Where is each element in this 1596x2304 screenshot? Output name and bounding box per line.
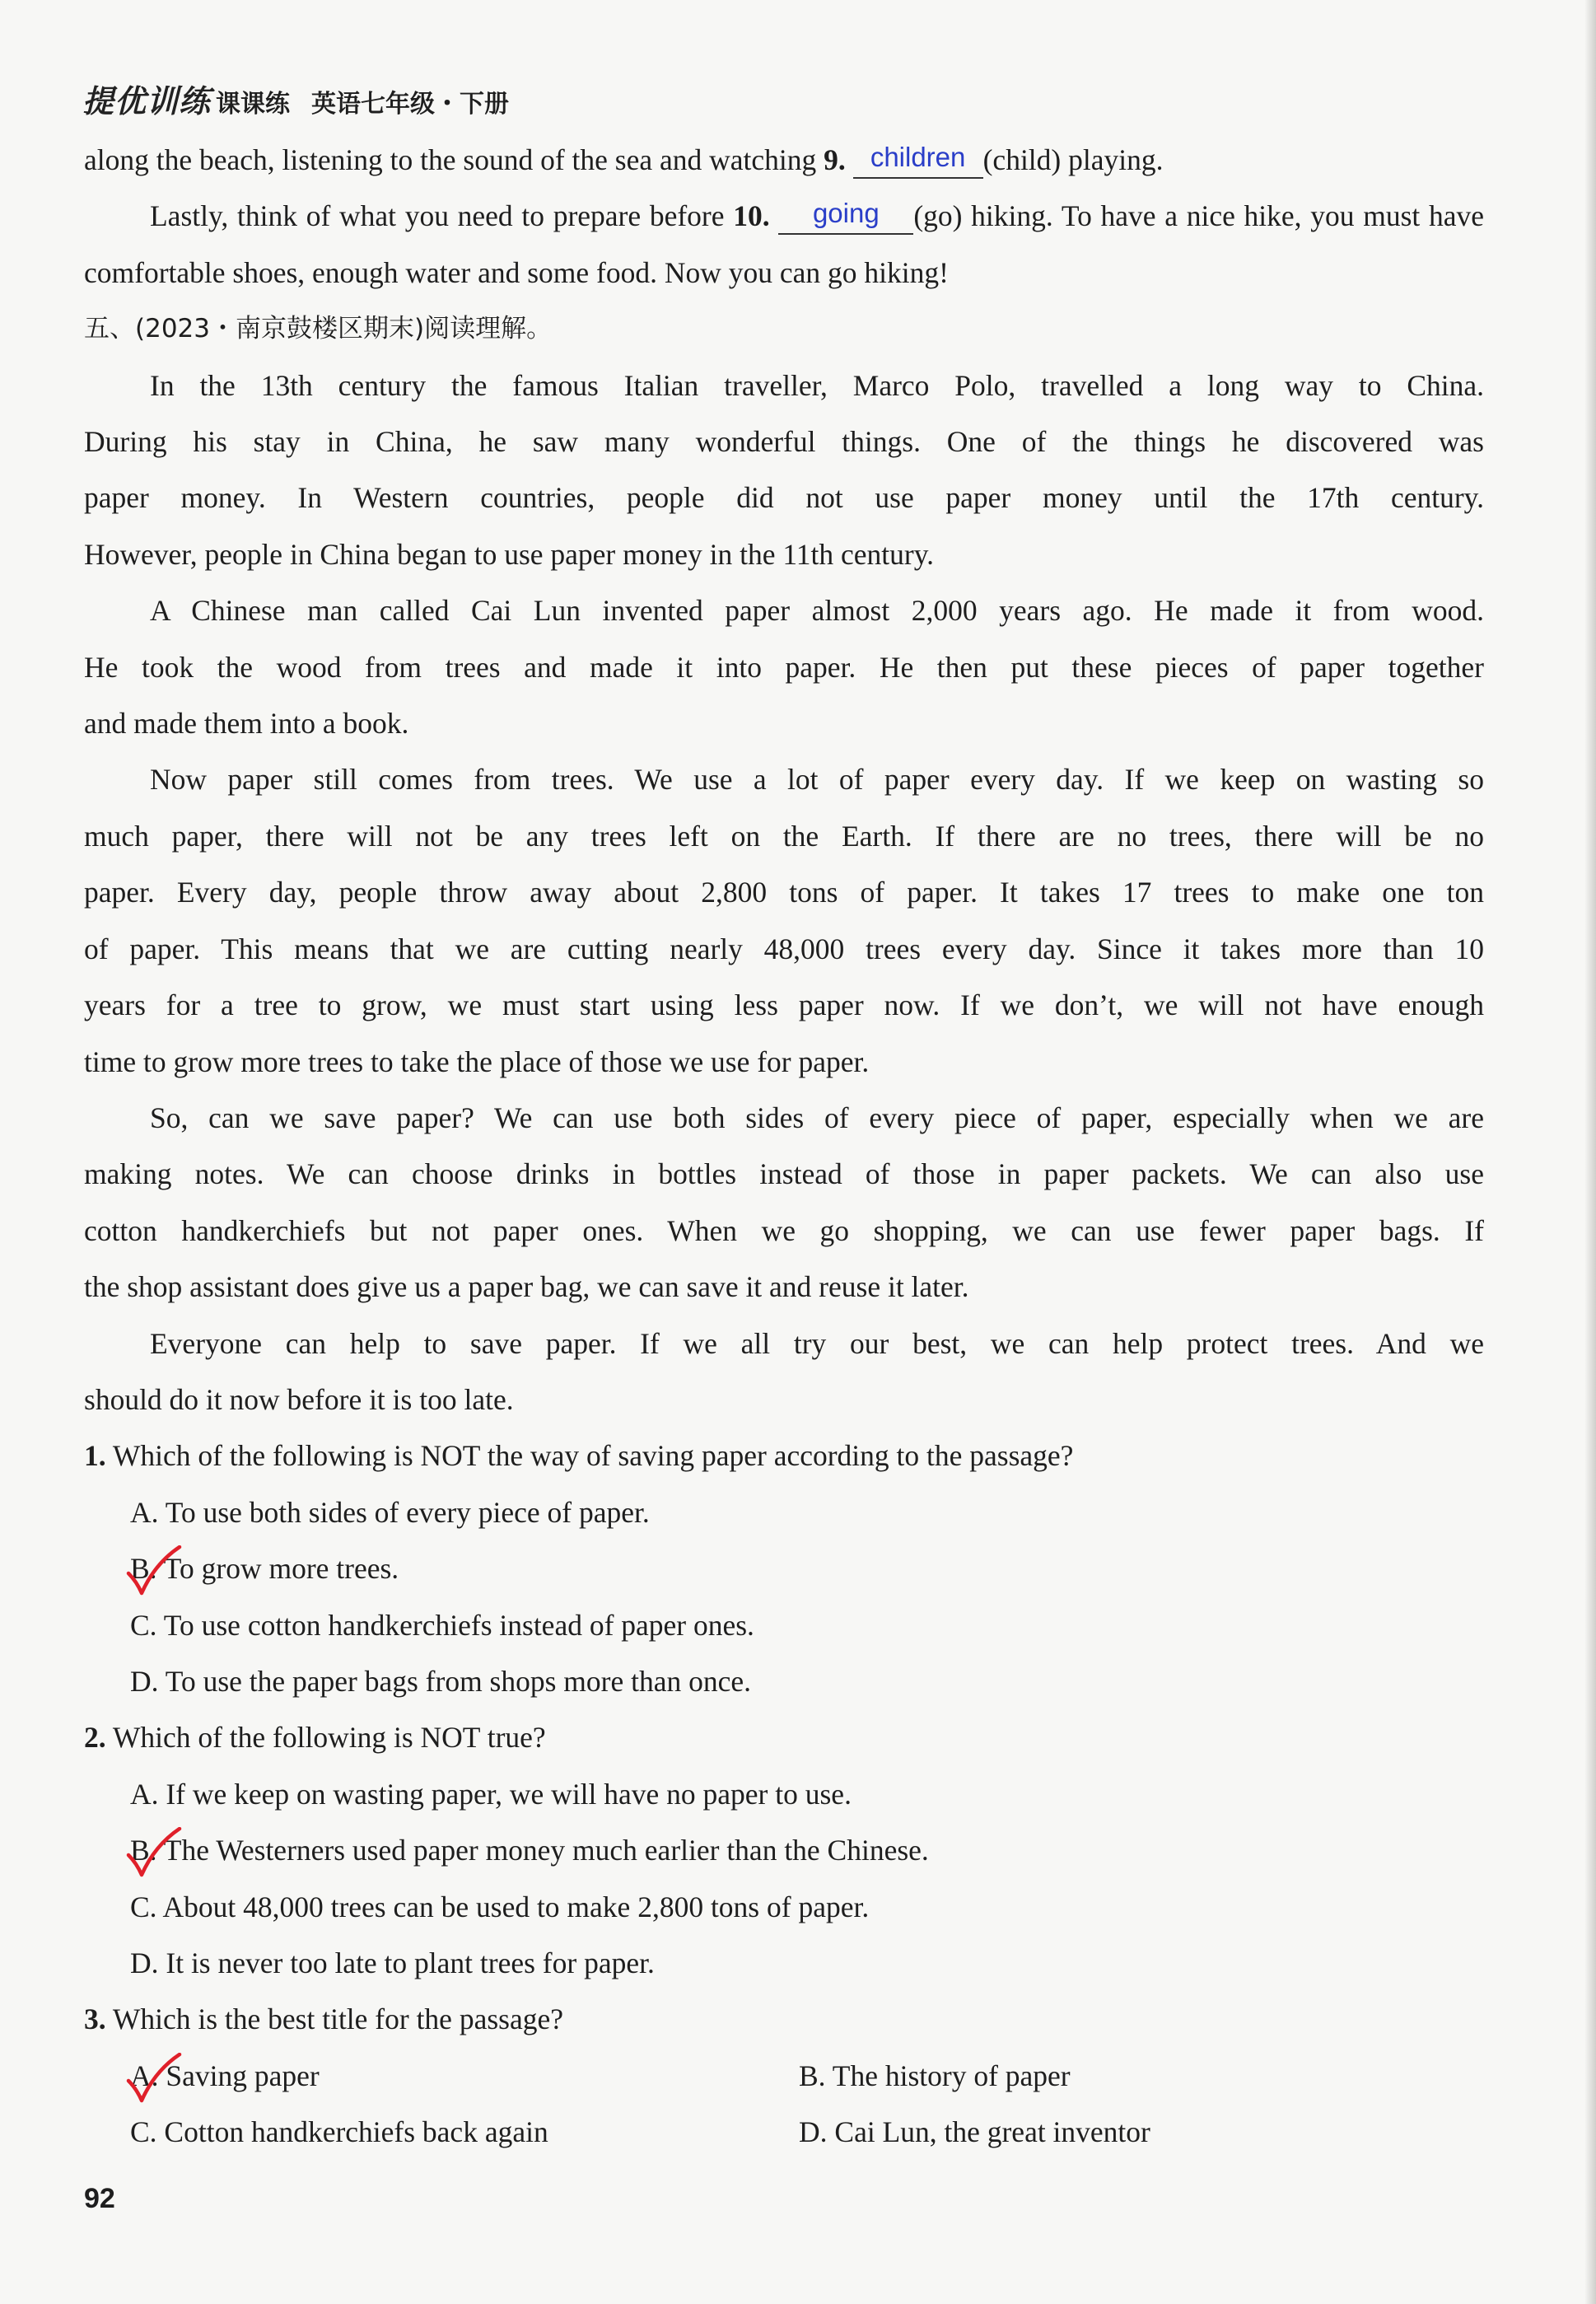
- passage-line: and made them into a book.: [84, 707, 409, 741]
- page-edge-shadow: [1584, 0, 1596, 2304]
- text-fragment: (child) playing.: [982, 143, 1164, 176]
- passage-line: So, can we save paper? We can use both sides of every piece of paper, especially when we are: [150, 1101, 1484, 1134]
- option-2a[interactable]: A. If we keep on wasting paper, we will have no paper to use.: [130, 1777, 852, 1811]
- option-text: B. The history of paper: [799, 2059, 1071, 2092]
- question-number: 3.: [84, 2003, 106, 2036]
- question-2: [84, 1709, 1484, 1765]
- handwritten-answer-10: going: [812, 198, 880, 229]
- page-header: [82, 76, 509, 122]
- passage-line: the shop assistant does give us a paper bag, we can save it and reuse it later.: [84, 1270, 969, 1304]
- option-1c[interactable]: C. To use cotton handkerchiefs instead of paper ones.: [130, 1608, 754, 1642]
- question-text: Which of the following is NOT true?: [112, 1721, 546, 1755]
- passage-line: of paper. This means that we are cutting nearly 48,000 trees every day. Since it takes more than 10: [84, 932, 1484, 965]
- fill-line-9: [84, 132, 1484, 188]
- passage-line: time to grow more trees to take the place of those we use for paper.: [84, 1045, 870, 1078]
- option-text: D. Cai Lun, the great inventor: [799, 2115, 1150, 2149]
- question-number: 2.: [84, 1721, 106, 1755]
- option-text: B. To grow more trees.: [130, 1552, 399, 1586]
- text-fragment: (go) hiking. To have a nice hike, you must have comfortable shoes, enough water and some food. Now you can go hiking!: [84, 199, 1484, 289]
- section-title: 五、(2023・南京鼓楼区期末)阅读理解。: [84, 314, 553, 344]
- option-text: C. Cotton handkerchiefs back again: [130, 2115, 548, 2149]
- page-number: 92: [84, 2183, 115, 2214]
- passage-line: During his stay in China, he saw many wonderful things. One of the things he discovered was: [84, 425, 1484, 459]
- option-2d[interactable]: D. It is never too late to plant trees for paper.: [130, 1946, 655, 1979]
- option-1d[interactable]: D. To use the paper bags from shops more than once.: [130, 1664, 752, 1698]
- passage: [84, 358, 1484, 1428]
- subject-title: 英语七年级・下册: [311, 90, 510, 119]
- passage-line: paper money. In Western countries, people did not use paper money until the 17th century.: [84, 481, 1484, 515]
- blank-number-9: 9.: [824, 143, 846, 176]
- question-3: [84, 1991, 1484, 2047]
- options-row: [84, 2048, 1484, 2104]
- passage-line: paper. Every day, people throw away about 2,800 tons of paper. It takes 17 trees to make one ton: [84, 876, 1484, 909]
- blank-number-10: 10.: [733, 199, 770, 233]
- question-text: Which of the following is NOT the way of saving paper according to the passage?: [112, 1439, 1074, 1473]
- fill-paragraph-10: [84, 188, 1484, 301]
- question-text: Which is the best title for the passage?: [112, 2003, 563, 2036]
- option-3a[interactable]: [130, 2048, 799, 2104]
- text-fragment: Lastly, think of what you need to prepare before: [150, 199, 734, 233]
- passage-line: A Chinese man called Cai Lun invented paper almost 2,000 years ago. He made it from wood.: [150, 594, 1484, 628]
- series-name: 课课练: [216, 90, 291, 119]
- option-2c[interactable]: C. About 48,000 trees can be used to make 2,800 tons of paper.: [130, 1890, 870, 1923]
- page-content: [84, 132, 1484, 2161]
- handwritten-answer-9: children: [870, 142, 966, 172]
- passage-line: should do it now before it is too late.: [84, 1382, 514, 1416]
- option-3c[interactable]: [130, 2104, 799, 2160]
- passage-line: Everyone can help to save paper. If we all try our best, we can help protect trees. And we: [150, 1326, 1484, 1360]
- passage-line: cotton handkerchiefs but not paper ones. When we go shopping, we can use fewer paper bags. If: [84, 1213, 1484, 1247]
- text-fragment: along the beach, listening to the sound of the sea and watching: [84, 143, 824, 176]
- options-row: [84, 2104, 1484, 2160]
- passage-line: However, people in China began to use paper money in the 11th century.: [84, 537, 935, 571]
- question-1: [84, 1428, 1484, 1484]
- passage-line: He took the wood from trees and made it into paper. He then put these pieces of paper together: [84, 650, 1484, 684]
- option-3b[interactable]: [799, 2048, 1468, 2104]
- option-1b[interactable]: [84, 1540, 1484, 1596]
- passage-line: making notes. We can choose drinks in bottles instead of those in paper packets. We can also use: [84, 1157, 1484, 1191]
- passage-line: Now paper still comes from trees. We use a lot of paper every day. If we keep on wasting so: [150, 763, 1484, 797]
- passage-line: much paper, there will not be any trees left on the Earth. If there are no trees, there will be no: [84, 819, 1484, 853]
- option-3d[interactable]: [799, 2104, 1468, 2160]
- option-2b[interactable]: [84, 1822, 1484, 1878]
- answer-blank-10[interactable]: [778, 199, 913, 235]
- passage-line: In the 13th century the famous Italian traveller, Marco Polo, travelled a long way to China.: [150, 368, 1484, 402]
- option-text: B. The Westerners used paper money much earlier than the Chinese.: [130, 1834, 929, 1867]
- option-1a[interactable]: A. To use both sides of every piece of paper.: [130, 1495, 650, 1529]
- answer-blank-9[interactable]: [853, 143, 983, 179]
- question-number: 1.: [84, 1439, 106, 1473]
- option-text: A. Saving paper: [130, 2059, 320, 2092]
- passage-line: years for a tree to grow, we must start using less paper now. If we don’t, we will not have enough: [84, 988, 1484, 1022]
- brand-logo-text: 提优训练: [82, 83, 212, 119]
